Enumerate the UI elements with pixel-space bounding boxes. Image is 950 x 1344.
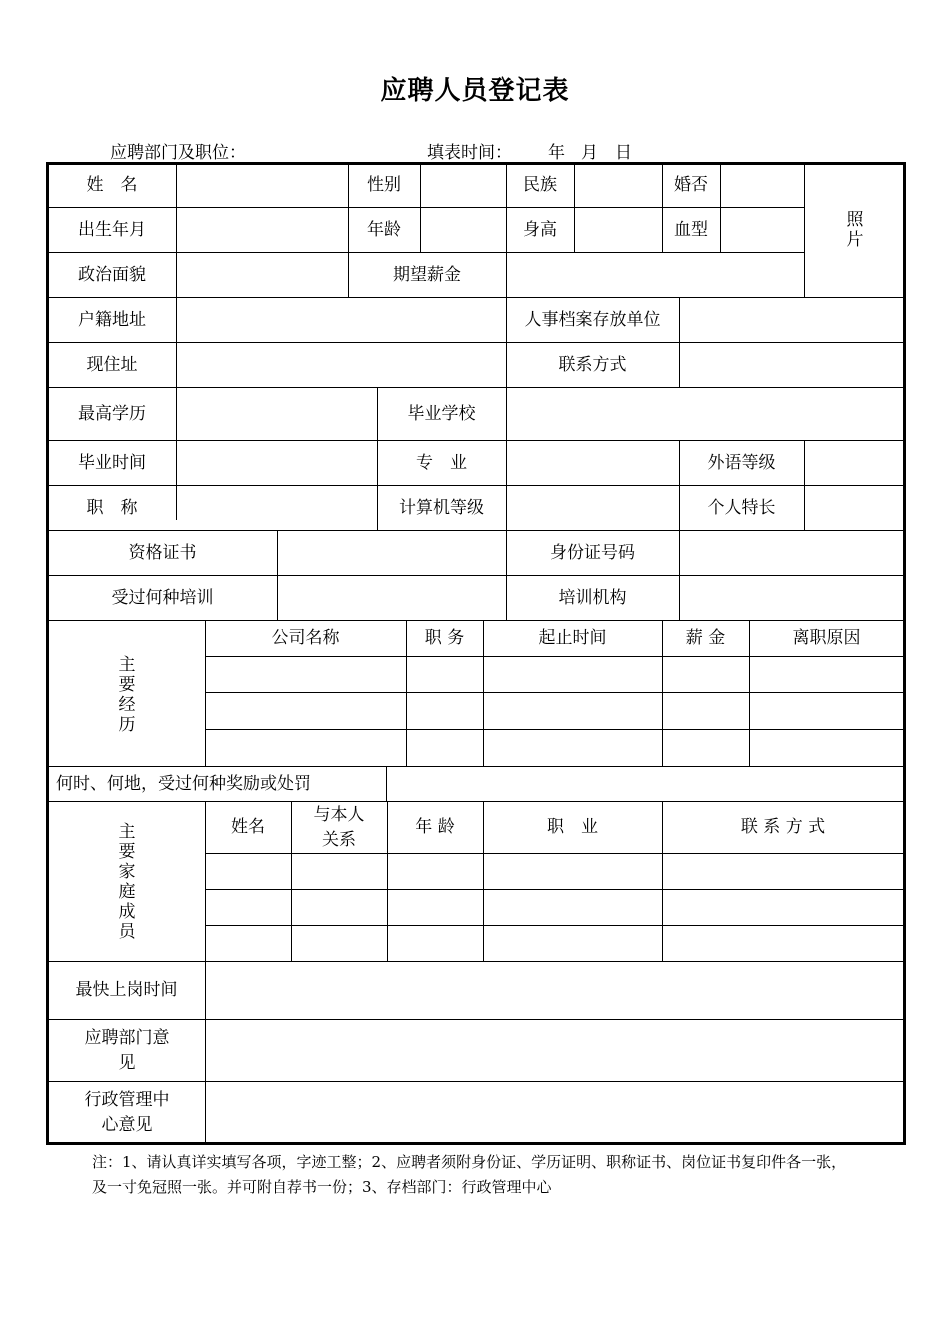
exp-col-company: 公司名称 <box>271 628 340 648</box>
family-section-label: 主要家庭成员 <box>118 822 136 942</box>
contact-label: 联系方式 <box>558 354 627 375</box>
professional-title-label: 职 称 <box>86 497 138 518</box>
col-divider <box>420 164 421 252</box>
col-divider <box>176 164 177 520</box>
col-divider <box>386 766 387 801</box>
experience-section-label: 主要经历 <box>118 655 136 735</box>
family-col-relation: 与本人关系 <box>313 804 365 850</box>
exp-col-period: 起止时间 <box>538 628 607 648</box>
row-divider <box>205 729 904 730</box>
earliest-start-label: 最快上岗时间 <box>75 980 178 1000</box>
language-level-label: 外语等级 <box>707 452 776 473</box>
col-divider <box>679 297 680 387</box>
footnote <box>92 1150 892 1200</box>
row-divider <box>48 1081 904 1082</box>
month-label: 月 <box>581 143 598 163</box>
certificate-label: 资格证书 <box>128 542 197 563</box>
day-label: 日 <box>615 143 632 163</box>
row-divider <box>205 925 904 926</box>
row-divider <box>205 853 904 854</box>
form-title: 应聘人员登记表 <box>380 76 570 106</box>
blood-type-label: 血型 <box>674 219 708 240</box>
row-divider <box>205 656 904 657</box>
training-label: 受过何种培训 <box>111 587 214 608</box>
exp-col-position: 职 务 <box>424 628 465 648</box>
ethnicity-label: 民族 <box>523 175 557 195</box>
col-divider <box>804 164 805 297</box>
col-divider <box>277 530 278 620</box>
height-label: 身高 <box>523 219 557 240</box>
hukou-address-label: 户籍地址 <box>78 309 146 330</box>
col-divider <box>574 164 575 252</box>
dept-position-label: 应聘部门及职位： <box>110 143 246 163</box>
marital-label: 婚否 <box>674 175 708 195</box>
archive-unit-label: 人事档案存放单位 <box>524 309 661 330</box>
row-divider <box>48 1019 904 1020</box>
row-divider <box>205 889 904 890</box>
political-status-label: 政治面貌 <box>78 264 146 285</box>
school-label: 毕业学校 <box>407 403 476 424</box>
photo-label: 照 片 <box>846 210 864 250</box>
name-label: 姓 名 <box>86 175 138 195</box>
year-label: 年 <box>548 143 565 163</box>
gender-label: 性别 <box>367 175 401 195</box>
footnote-line-2: 及一寸免冠照一张。并可附自荐书一份；3、存档部门：行政管理中心 <box>92 1178 552 1196</box>
id-number-label: 身份证号码 <box>550 542 635 563</box>
computer-level-label: 计算机等级 <box>399 497 484 518</box>
major-label: 专 业 <box>416 452 467 473</box>
exp-col-reason: 离职原因 <box>792 628 861 648</box>
admin-opinion-label: 行政管理中心意见 <box>84 1089 170 1135</box>
row-divider <box>205 692 904 693</box>
col-divider <box>720 164 721 252</box>
education-label: 最高学历 <box>78 403 146 424</box>
current-address-label: 现住址 <box>86 354 138 375</box>
fill-time-label: 填表时间： <box>427 143 512 163</box>
family-col-occupation: 职 业 <box>547 817 598 837</box>
family-col-name: 姓名 <box>231 817 265 837</box>
training-org-label: 培训机构 <box>558 587 627 608</box>
footnote-line-1: 注：1、请认真详实填写各项，字迹工整；2、应聘者须附身份证、学历证明、职称证书、岗位证书复印件各一张， <box>92 1153 847 1171</box>
birth-label: 出生年月 <box>78 219 146 240</box>
family-col-age: 年 龄 <box>415 817 455 837</box>
expected-salary-label: 期望薪金 <box>393 264 461 285</box>
graduation-time-label: 毕业时间 <box>78 452 146 473</box>
age-label: 年龄 <box>367 219 401 240</box>
col-divider <box>804 440 805 530</box>
col-divider <box>291 801 292 961</box>
dept-opinion-label: 应聘部门意 见 <box>84 1027 187 1073</box>
exp-col-salary: 薪 金 <box>685 628 726 648</box>
awards-label: 何时、何地，受过何种奖励或处罚 <box>56 773 311 794</box>
family-col-contact: 联 系 方 式 <box>740 817 826 837</box>
specialty-label: 个人特长 <box>707 497 776 518</box>
